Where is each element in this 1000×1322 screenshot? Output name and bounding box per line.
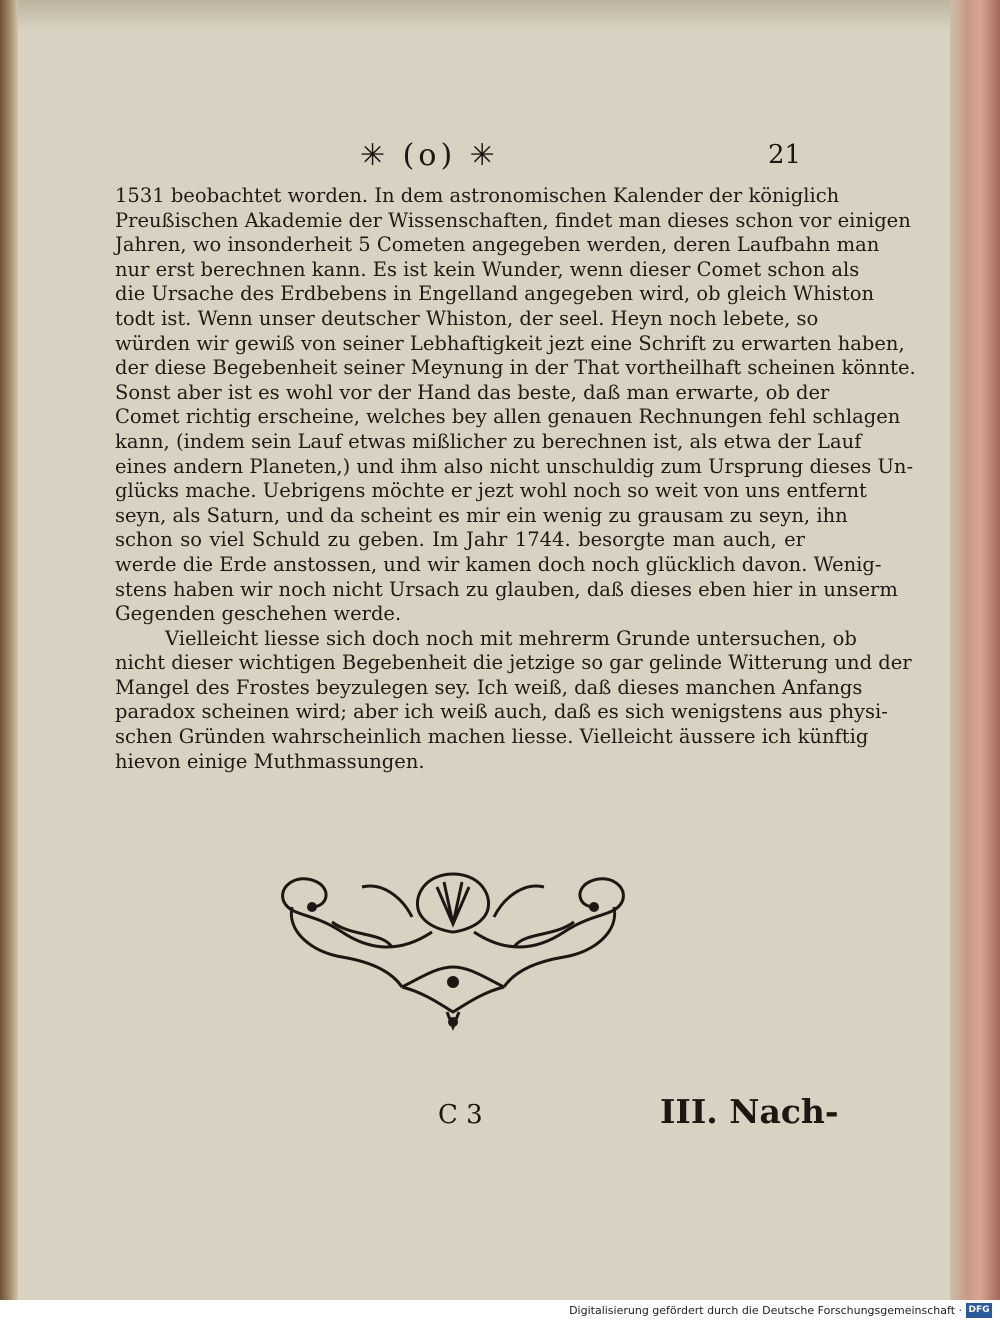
text-line: hievon einige Muthmassungen. — [115, 749, 425, 773]
page-top-shade — [18, 0, 950, 30]
header-ornament: ✳ (o) ✳ — [360, 138, 499, 173]
text-line: Sonst aber ist es wohl vor der Hand das beste, daß man erwarte, ob der — [115, 380, 830, 404]
text-line: glücks mache. Uebrigens möchte er jezt wohl noch so weit von uns entfernt — [115, 479, 867, 503]
text-line: nur erst berechnen kann. Es ist kein Wunder, wenn dieser Comet schon als — [115, 257, 860, 281]
text-line: paradox scheinen wird; aber ich weiß auch, daß es sich wenigstens aus physi- — [115, 700, 888, 724]
text-line: Jahren, wo insonderheit 5 Cometen angegeben werden, deren Laufbahn man — [115, 233, 880, 257]
text-line: todt ist. Wenn unser deutscher Whiston, der seel. Heyn noch lebete, so — [115, 306, 819, 330]
footer-bar — [0, 1300, 1000, 1322]
signature-mark: C 3 — [438, 1100, 483, 1130]
text-line: Preußischen Akademie der Wissenschaften, findet man dieses schon vor einigen — [115, 208, 911, 232]
text-line: schen Gründen wahrscheinlich machen liesse. Vielleicht äussere ich künftig — [115, 725, 869, 749]
running-header — [0, 138, 1000, 178]
text-line: seyn, als Saturn, und da scheint es mir ein wenig zu grausam zu seyn, ihn — [115, 503, 848, 527]
dfg-logo: DFG — [966, 1303, 992, 1318]
page-edges — [950, 0, 1000, 1300]
text-line: schon so viel Schuld zu geben. Im Jahr 1744. besorgte man auch, er — [115, 528, 805, 552]
funding-notice: Digitalisierung gefördert durch die Deutsche Forschungsgemeinschaft · — [569, 1304, 962, 1317]
text-line: würden wir gewiß von seiner Lebhaftigkeit jezt eine Schrift zu erwarten haben, — [115, 331, 905, 355]
tailpiece-ornament — [272, 862, 634, 1032]
text-line: 1531 beobachtet worden. In dem astronomischen Kalender der königlich — [115, 184, 840, 207]
binding-edge — [0, 0, 18, 1300]
text-line: Gegenden geschehen werde. — [115, 602, 402, 626]
text-line: werde die Erde anstossen, und wir kamen doch noch glücklich davon. Wenig- — [115, 552, 882, 576]
text-line: nicht dieser wichtigen Begebenheit die jetzige so gar gelinde Witterung und der — [115, 651, 912, 675]
catchword: III. Nach- — [660, 1092, 839, 1131]
body-text — [115, 184, 916, 774]
text-line: der diese Begebenheit seiner Meynung in der That vortheilhaft scheinen könnte. — [115, 356, 916, 380]
text-line: die Ursache des Erdbebens in Engelland angegeben wird, ob gleich Whiston — [115, 282, 875, 306]
text-line: Comet richtig erscheine, welches bey allen genauen Rechnungen fehl schlagen — [115, 405, 901, 429]
text-line: Mangel des Frostes beyzulegen sey. Ich weiß, daß dieses manchen Anfangs — [115, 675, 863, 699]
page-number: 21 — [768, 140, 802, 170]
text-line: eines andern Planeten,) und ihm also nicht unschuldig zum Ursprung dieses Un- — [115, 454, 914, 478]
text-line: Vielleicht liesse sich doch noch mit mehrerm Grunde untersuchen, ob — [165, 626, 857, 650]
text-line: kann, (indem sein Lauf etwas mißlicher zu berechnen ist, als etwa der Lauf — [115, 429, 862, 453]
text-line: stens haben wir noch nicht Ursach zu glauben, daß dieses eben hier in unserm — [115, 577, 898, 601]
